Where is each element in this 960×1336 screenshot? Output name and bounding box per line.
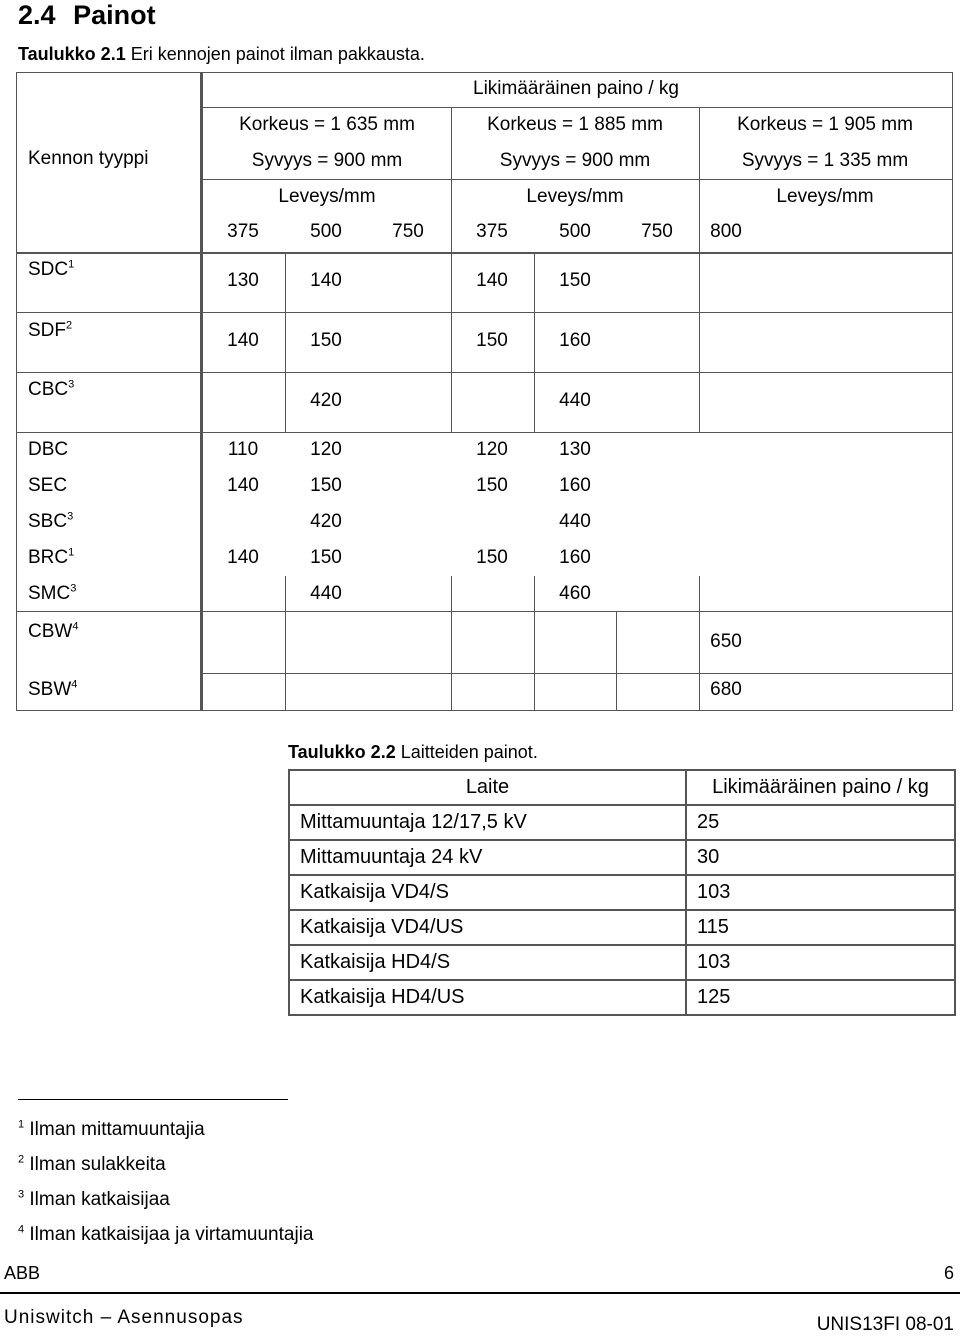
- group-separator: [699, 107, 700, 252]
- width-value: 800: [710, 221, 742, 242]
- width-value: 500: [310, 221, 342, 242]
- footer-doc-code: UNIS13FI 08-01: [816, 1314, 954, 1335]
- table2-caption-label: Taulukko 2.2: [288, 742, 396, 762]
- cell-weight: 140: [227, 330, 259, 351]
- width-value: 375: [476, 221, 508, 242]
- cell-weight: 150: [310, 547, 342, 568]
- cell-type: SEC: [28, 475, 68, 496]
- cell-weight: 140: [476, 270, 508, 291]
- cell-type: SBC$^3$: [28, 510, 74, 532]
- device-weight-cell: 115: [686, 910, 955, 945]
- section-heading: [18, 0, 156, 31]
- footnote-separator: [18, 1099, 288, 1100]
- cell-type: DBC: [28, 439, 69, 460]
- device-name-cell: Katkaisija HD4/S: [289, 945, 686, 980]
- group-height: Korkeus = 1 885 mm: [487, 114, 663, 135]
- cell-weight: 120: [310, 439, 342, 460]
- cell-weight: 140: [227, 547, 259, 568]
- group-height: Korkeus = 1 635 mm: [239, 114, 415, 135]
- table-row: [289, 980, 955, 1015]
- cell-weight: 150: [310, 475, 342, 496]
- cell-weight: 120: [476, 439, 508, 460]
- group-depth: Syvyys = 900 mm: [251, 150, 403, 171]
- width-value: 375: [227, 221, 259, 242]
- table-row: [289, 840, 955, 875]
- group-height: Korkeus = 1 905 mm: [737, 114, 913, 135]
- table-row: [289, 910, 955, 945]
- row-separator: [16, 432, 953, 433]
- group-depth: Syvyys = 900 mm: [499, 150, 651, 171]
- cell-separator: [699, 576, 700, 611]
- cell-weight: 130: [227, 270, 259, 291]
- cell-separator: [285, 372, 286, 373]
- width-value: 750: [392, 221, 424, 242]
- device-weight-cell: 103: [686, 875, 955, 910]
- cell-separator: [534, 252, 535, 432]
- footnote-text: Ilman mittamuuntajia: [24, 1119, 205, 1140]
- cell-type: SMC$^3$: [28, 582, 77, 604]
- device-weights-table: [288, 769, 956, 1016]
- weight-column-header: Likimääräinen paino / kg: [686, 770, 955, 805]
- row-separator: [203, 673, 953, 674]
- cell-separator: [699, 611, 700, 711]
- table2-caption: [288, 742, 538, 763]
- device-weight-cell: 25: [686, 805, 955, 840]
- footnote-text: Ilman katkaisijaa ja virtamuuntajia: [24, 1224, 314, 1245]
- cell-type: SDF$^2$: [28, 319, 73, 341]
- cell-separator: [451, 576, 452, 611]
- cell-weight: 650: [710, 631, 742, 652]
- cell-separator: [534, 576, 535, 611]
- footnote-item: [18, 1119, 205, 1141]
- cell-weight: 140: [227, 475, 259, 496]
- header-bottom-line: [16, 252, 953, 254]
- footer-divider: [0, 1292, 960, 1294]
- device-name-cell: Katkaisija VD4/S: [289, 875, 686, 910]
- cell-weight: 420: [310, 511, 342, 532]
- table-border-left: [16, 72, 17, 711]
- footnote-ref: 1: [68, 258, 75, 271]
- width-value: 500: [559, 221, 591, 242]
- cell-type: CBC$^3$: [28, 378, 75, 400]
- cell-weight: 150: [559, 270, 591, 291]
- cell-weight: 140: [310, 270, 342, 291]
- cell-type: SBW$^4$: [28, 678, 78, 700]
- footnote-text: Ilman sulakkeita: [24, 1154, 166, 1175]
- footnote-ref: 1: [68, 546, 75, 559]
- table1-caption: [18, 44, 425, 65]
- device-name-cell: Katkaisija VD4/US: [289, 910, 686, 945]
- table-row: [289, 945, 955, 980]
- cell-weight: 150: [476, 475, 508, 496]
- cell-weight: 160: [559, 547, 591, 568]
- weight-header: Likimääräinen paino / kg: [473, 78, 679, 99]
- table-border-right: [952, 72, 953, 711]
- footnote-ref: 3: [70, 582, 77, 595]
- device-name-cell: Mittamuuntaja 24 kV: [289, 840, 686, 875]
- type-column-separator: [200, 72, 203, 711]
- device-weight-cell: 30: [686, 840, 955, 875]
- footer-doc-title: Uniswitch – Asennusopas: [4, 1307, 244, 1328]
- footnote-ref: 3: [67, 510, 74, 523]
- cell-weight: 150: [476, 547, 508, 568]
- cell-weight: 460: [559, 583, 591, 604]
- group-depth: Syvyys = 1 335 mm: [741, 150, 909, 171]
- table-border-top: [16, 72, 953, 73]
- footnote-item: [18, 1224, 313, 1246]
- cell-separator: [285, 252, 286, 432]
- table1-caption-text: Eri kennojen painot ilman pakkausta.: [125, 44, 425, 64]
- cell-weight: 420: [310, 390, 342, 411]
- footnote-number: 4: [18, 1223, 25, 1236]
- table-border-bottom: [16, 710, 953, 711]
- footnote-item: [18, 1154, 166, 1176]
- table2-caption-text: Laitteiden painot.: [395, 742, 538, 762]
- header-line: [203, 179, 953, 180]
- table2-header-row: [289, 770, 955, 805]
- table1-caption-label: Taulukko 2.1: [18, 44, 126, 64]
- cell-weight: 150: [476, 330, 508, 351]
- table-row: [289, 805, 955, 840]
- footnote-number: 2: [18, 1153, 25, 1166]
- header-line: [203, 107, 953, 108]
- cell-weight: 130: [559, 439, 591, 460]
- device-column-header: Laite: [289, 770, 686, 805]
- cell-weight: 440: [559, 390, 591, 411]
- footnote-ref: 3: [68, 378, 75, 391]
- cell-separator: [699, 252, 700, 432]
- footnote-item: [18, 1189, 170, 1211]
- device-weight-cell: 125: [686, 980, 955, 1015]
- cell-weight: 680: [710, 679, 742, 700]
- device-weight-cell: 103: [686, 945, 955, 980]
- footnote-ref: 2: [66, 319, 73, 332]
- footnote-number: 3: [18, 1188, 25, 1201]
- row-separator: [16, 312, 953, 313]
- cell-type: BRC$^1$: [28, 546, 75, 568]
- group-width: Leveys/mm: [526, 186, 624, 207]
- cell-separator: [616, 611, 617, 711]
- cell-separator: [451, 252, 452, 432]
- table-row: [289, 875, 955, 910]
- width-value: 750: [641, 221, 673, 242]
- row-separator: [16, 372, 953, 373]
- group-width: Leveys/mm: [278, 186, 376, 207]
- type-column-header: Kennon tyyppi: [28, 148, 149, 169]
- cell-separator: [451, 611, 452, 711]
- footer-company: ABB: [4, 1263, 41, 1283]
- section-number: 2.4: [18, 0, 56, 30]
- cell-weight: 160: [559, 330, 591, 351]
- cell-separator: [285, 576, 286, 611]
- section-title: Painot: [73, 0, 156, 30]
- cell-weight: 160: [559, 475, 591, 496]
- cell-weight: 150: [310, 330, 342, 351]
- footnote-ref: 4: [71, 678, 78, 691]
- footer-page-number: 6: [943, 1263, 954, 1283]
- cell-separator: [285, 611, 286, 711]
- device-name-cell: Katkaisija HD4/US: [289, 980, 686, 1015]
- weights-table: [16, 72, 953, 711]
- footnote-ref: 4: [72, 620, 79, 633]
- group-separator: [451, 107, 452, 252]
- cell-separator: [534, 372, 535, 373]
- cell-weight: 110: [227, 439, 259, 460]
- footnote-text: Ilman katkaisijaa: [24, 1189, 170, 1210]
- cell-type: SDC$^1$: [28, 258, 75, 280]
- footnote-number: 1: [18, 1118, 25, 1131]
- cell-type: CBW$^4$: [28, 620, 79, 642]
- cell-weight: 440: [559, 511, 591, 532]
- group-width: Leveys/mm: [776, 186, 874, 207]
- cell-weight: 440: [310, 583, 342, 604]
- device-name-cell: Mittamuuntaja 12/17,5 kV: [289, 805, 686, 840]
- cell-separator: [534, 611, 535, 711]
- row-separator: [16, 611, 953, 612]
